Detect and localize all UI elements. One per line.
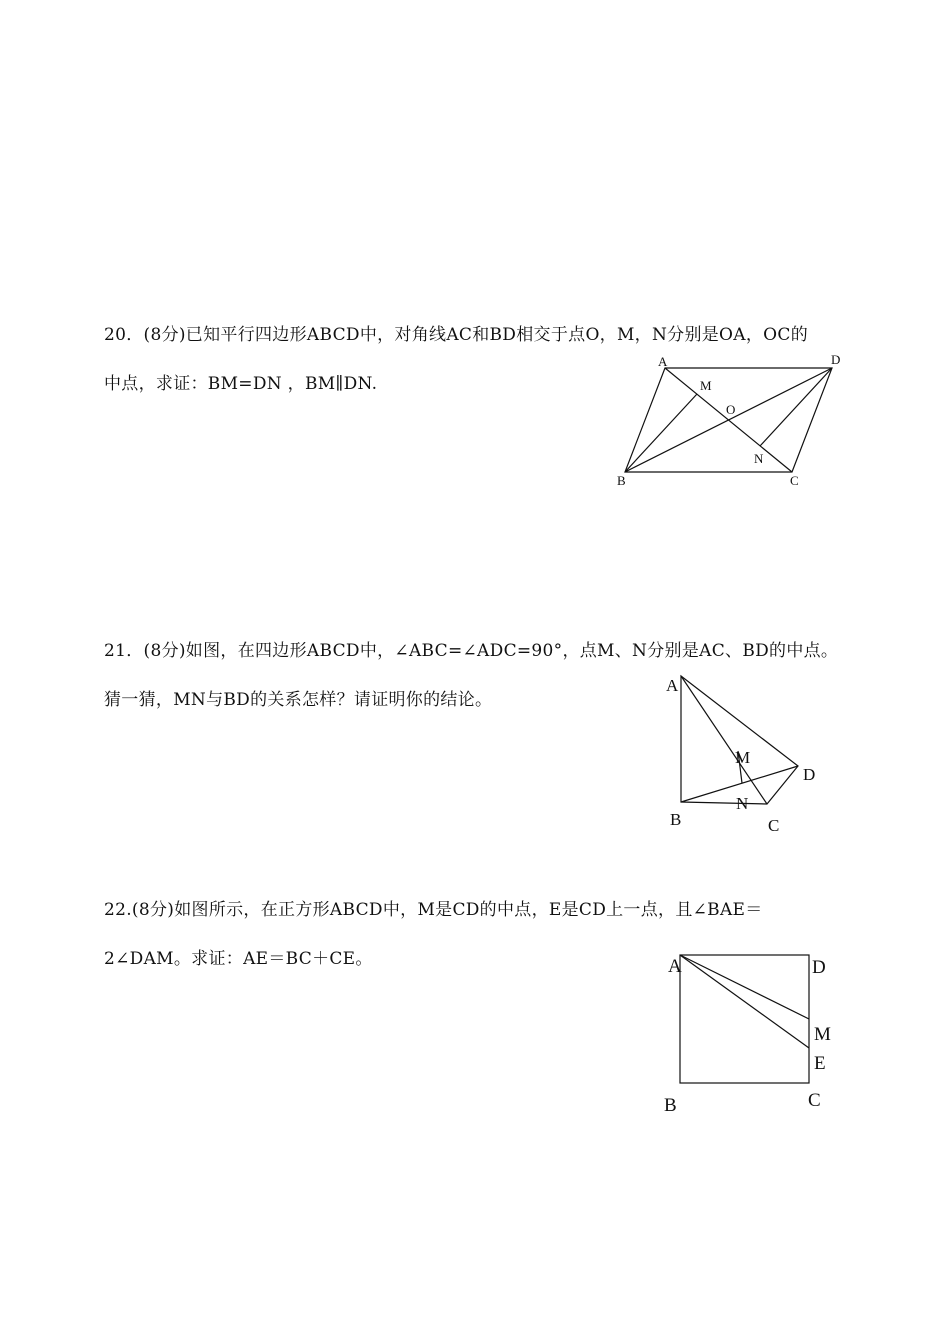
label-a: A bbox=[666, 676, 679, 695]
label-d: D bbox=[803, 765, 816, 784]
square-abcd bbox=[680, 955, 809, 1083]
label-a: A bbox=[658, 354, 668, 369]
problem-20-figure bbox=[612, 350, 842, 490]
segment-am bbox=[680, 955, 809, 1019]
problem-22-text-line1: 22.(8分)如图所示，在正方形ABCD中，M是CD的中点，E是CD上一点，且∠BAE＝ bbox=[104, 900, 763, 920]
label-m: M bbox=[700, 378, 712, 393]
label-c: C bbox=[790, 473, 799, 488]
label-a: A bbox=[668, 956, 682, 977]
label-n: N bbox=[754, 451, 764, 466]
label-d: D bbox=[812, 957, 826, 978]
segment-ae bbox=[680, 955, 809, 1048]
segment-dn bbox=[760, 368, 832, 446]
label-m: M bbox=[814, 1024, 831, 1045]
quadrilateral-abcd bbox=[681, 676, 798, 804]
problem-20-text-line2: 中点，求证：BM=DN ，BM∥DN. bbox=[104, 374, 378, 394]
label-b: B bbox=[670, 810, 682, 829]
label-o: O bbox=[726, 402, 736, 417]
segment-bm bbox=[625, 394, 697, 472]
label-m: M bbox=[735, 748, 751, 767]
problem-22-text-line2: 2∠DAM。求证：AE＝BC＋CE。 bbox=[104, 949, 373, 969]
problem-22-figure bbox=[660, 945, 840, 1115]
problem-21-text-line1: 21．(8分)如图，在四边形ABCD中，∠ABC=∠ADC=90°，点M、N分别是AC、BD的中点。 bbox=[104, 641, 839, 661]
problem-21-figure bbox=[660, 670, 830, 840]
problem-20-text-line1: 20．(8分)已知平行四边形ABCD中，对角线AC和BD相交于点O，M，N分别是OA，OC的 bbox=[104, 325, 809, 345]
diagonal-ac bbox=[681, 676, 767, 804]
label-c: C bbox=[808, 1090, 821, 1111]
label-b: B bbox=[617, 473, 626, 488]
label-n: N bbox=[736, 794, 749, 813]
label-e: E bbox=[814, 1053, 826, 1074]
label-b: B bbox=[664, 1095, 677, 1116]
label-d: D bbox=[831, 352, 841, 367]
problem-21-text-line2: 猜一猜，MN与BD的关系怎样？请证明你的结论。 bbox=[104, 690, 493, 710]
diagonal-bd bbox=[625, 368, 832, 472]
label-c: C bbox=[768, 816, 780, 835]
